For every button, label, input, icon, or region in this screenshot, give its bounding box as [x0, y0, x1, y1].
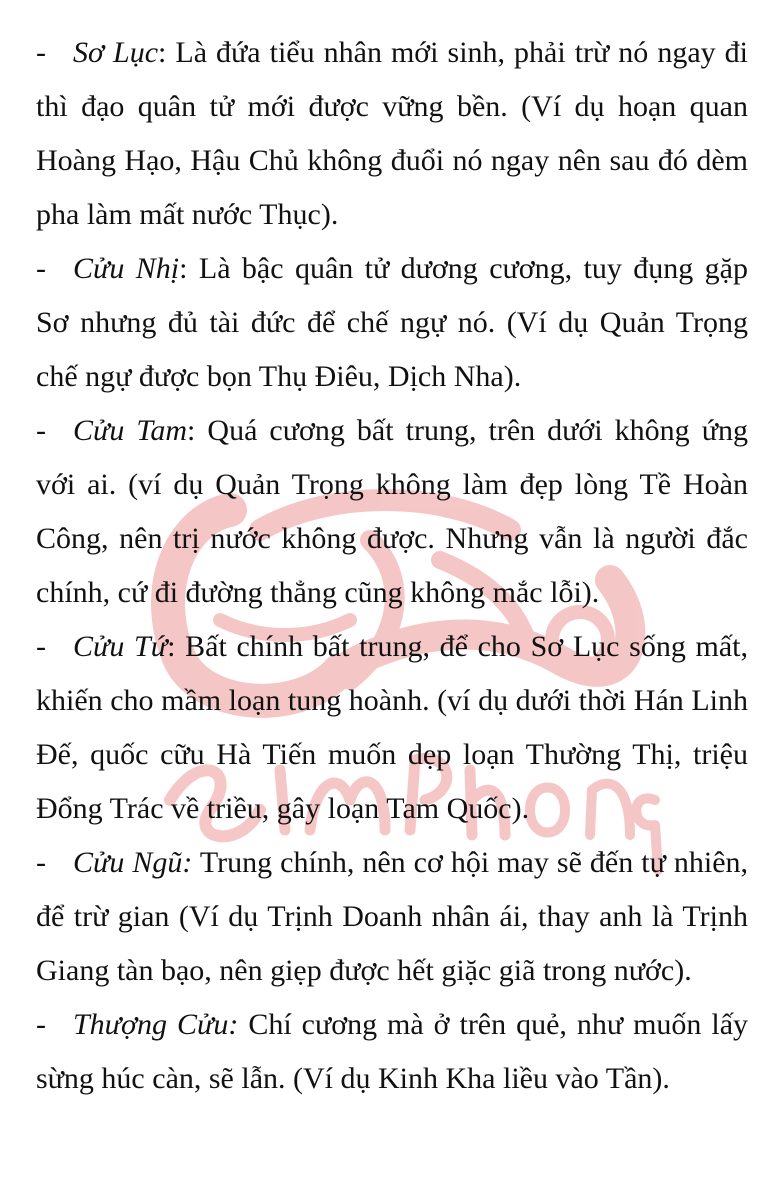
- term-separator: :: [187, 414, 196, 447]
- line-term: Cửu Tam: [73, 414, 188, 447]
- paragraph-text: Chí cương mà ở trên quẻ, như muốn lấy sừng húc càn, sẽ lẫn. (Ví dụ Kinh Kha liều vào Tần).: [36, 1008, 749, 1095]
- paragraph-text: Trung chính, nên cơ hội may sẽ đến tự nhiên, để trừ gian (Ví dụ Trịnh Doanh nhân ái, thay anh là Trịnh Giang tàn bạo, nên giẹp được hết giặc giã trong nước).: [36, 846, 749, 987]
- list-dash: -: [36, 1008, 46, 1041]
- list-dash: -: [36, 36, 46, 69]
- paragraph-so-luc: [36, 26, 748, 242]
- paragraph-text: Là đứa tiểu nhân mới sinh, phải trừ nó ngay đi thì đạo quân tử mới được vững bền. (Ví dụ hoạn quan Hoàng Hạo, Hậu Chủ không đuổi nó ngay nên sau đó dèm pha làm mất nước Thục).: [36, 36, 748, 231]
- paragraph-cuu-tam: [36, 404, 748, 620]
- paragraph-text: Quá cương bất trung, trên dưới không ứng với ai. (ví dụ Quản Trọng không làm đẹp lòng Tề Hoàn Công, nên trị nước không được. Nhưng vẫn là người đắc chính, cứ đi đường thẳng cũng không mắc lỗi).: [36, 414, 748, 609]
- line-term: Sơ Lục: [73, 36, 159, 69]
- list-dash: -: [36, 846, 46, 879]
- term-separator: :: [179, 252, 188, 285]
- paragraph-text: Là bậc quân tử dương cương, tuy đụng gặp Sơ nhưng đủ tài đức để chế ngự nó. (Ví dụ Quản Trọng chế ngự được bọn Thụ Điêu, Dịch Nha).: [36, 252, 748, 393]
- term-separator: :: [167, 630, 176, 663]
- line-term: Cửu Tứ: [73, 630, 168, 663]
- line-term: Cửu Ngũ:: [73, 846, 193, 879]
- paragraph-text: Bất chính bất trung, để cho Sơ Lục sống mất, khiến cho mầm loạn tung hoành. (ví dụ dưới thời Hán Linh Đế, quốc cữu Hà Tiến muốn dẹp loạn Thường Thị, triệu Đổng Trác về triều, gây loạn Tam Quốc).: [36, 630, 748, 825]
- list-dash: -: [36, 414, 46, 447]
- paragraph-cuu-ngu: [36, 836, 748, 998]
- list-dash: -: [36, 630, 46, 663]
- list-dash: -: [36, 252, 46, 285]
- document-body: [36, 26, 748, 1106]
- line-term: Thượng Cửu:: [73, 1008, 239, 1041]
- paragraph-cuu-tu: [36, 620, 748, 836]
- paragraph-cuu-nhi: [36, 242, 748, 404]
- line-term: Cửu Nhị: [73, 252, 180, 285]
- term-separator: :: [158, 36, 167, 69]
- paragraph-thuong-cuu: [36, 998, 748, 1106]
